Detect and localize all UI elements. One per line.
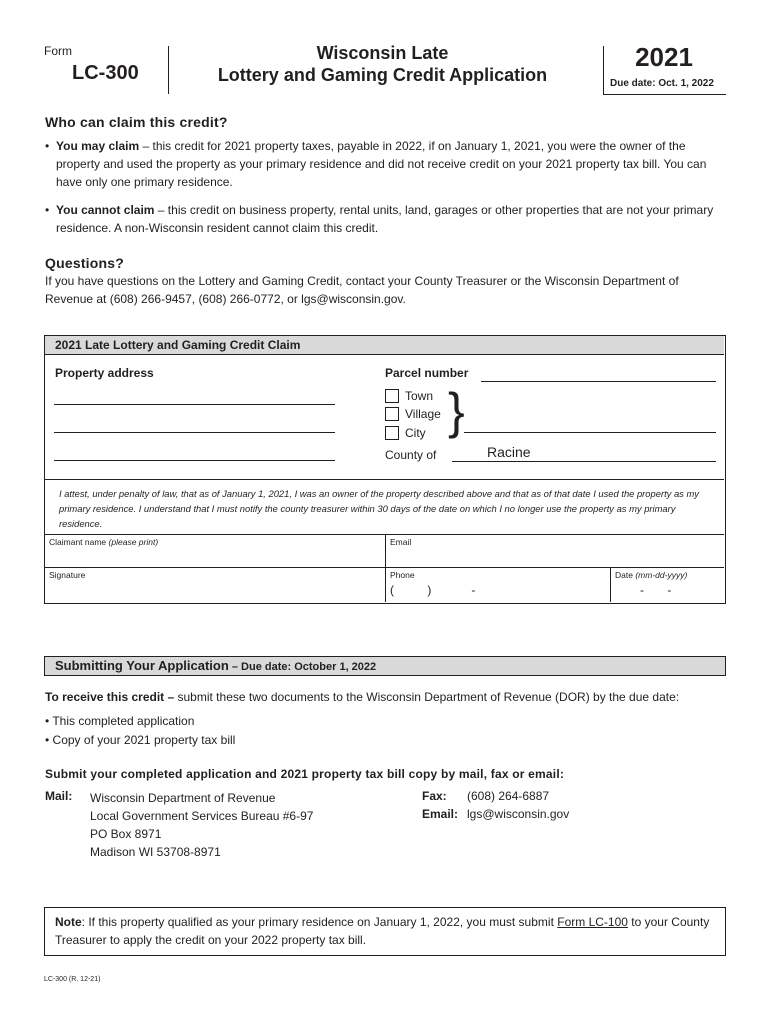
date-label	[615, 570, 687, 580]
village-checkbox[interactable]	[385, 407, 399, 421]
receive-bold: To receive this credit –	[45, 690, 175, 704]
mail-label: Mail:	[45, 789, 73, 803]
city-label: City	[405, 426, 426, 440]
county-field	[452, 461, 716, 462]
attestation-text: I attest, under penalty of law, that as of January 1, 2021, I was an owner of the property described above and that as of that date I used the property as my primary residence. I understand that I must notify the county treasurer within 30 days of the date on which I no longer use the property as my primary residence.	[59, 488, 699, 529]
parcel-number-field[interactable]	[481, 381, 716, 382]
page-title	[180, 42, 585, 86]
may-claim-bullet	[45, 137, 729, 191]
questions-text: If you have questions on the Lottery and Gaming Credit, contact your County Treasurer or the Wisconsin Department of Revenue at (608) 266-9457, (608) 266-0772, or lgs@wisconsin.gov.	[45, 274, 679, 306]
email-input[interactable]	[388, 548, 722, 566]
fax-label: Fax:	[422, 789, 447, 803]
phone-input[interactable]: ( ) -	[390, 583, 476, 597]
signature-label: Signature	[49, 570, 86, 580]
list-item: • Copy of your 2021 property tax bill	[45, 733, 236, 747]
property-address-label: Property address	[55, 366, 154, 380]
title-line-2: Lottery and Gaming Credit Application	[217, 65, 548, 85]
mail-line: Madison WI 53708-8971	[90, 845, 221, 859]
mail-line: Wisconsin Department of Revenue	[90, 791, 276, 805]
header-divider	[168, 46, 169, 94]
form-revision: LC-300 (R. 12-21)	[44, 976, 101, 983]
note-text-after: to your County Treasurer to apply the credit on your 2022 property tax bill.	[55, 915, 710, 947]
form-label: Form	[44, 44, 72, 58]
form-number: LC-300	[72, 62, 139, 84]
receive-instructions	[45, 690, 679, 704]
claimant-name-input[interactable]	[45, 548, 384, 566]
note-bold: Note	[55, 915, 82, 929]
claimant-name-label-text: Claimant name	[49, 537, 107, 547]
bullet-dot: •	[45, 139, 50, 153]
signature-input[interactable]	[45, 580, 384, 600]
county-value[interactable]: Racine	[487, 444, 531, 460]
claimant-name-hint: (please print)	[108, 537, 159, 547]
phone-label: Phone	[390, 570, 415, 580]
cannot-claim-bold: You cannot claim	[56, 203, 155, 217]
date-hint: (mm-dd-yyyy)	[635, 570, 688, 580]
tax-year: 2021	[635, 42, 693, 72]
list-item-text: Copy of your 2021 property tax bill	[52, 733, 236, 747]
receive-text: submit these two documents to the Wisconsin Department of Revenue (DOR) by the due date:	[174, 690, 680, 704]
column-divider	[385, 534, 386, 602]
property-address-line-1[interactable]	[54, 404, 335, 405]
submitting-due: – Due date: October 1, 2022	[228, 661, 377, 673]
email-label: Email	[390, 537, 412, 547]
mail-line: Local Government Services Bureau #6-97	[90, 809, 314, 823]
submit-heading: Submit your completed application and 2021 property tax bill copy by mail, fax or email:	[45, 767, 565, 781]
property-address-line-3[interactable]	[54, 460, 335, 461]
town-checkbox[interactable]	[385, 389, 399, 403]
signature-row-divider	[44, 567, 724, 568]
city-checkbox[interactable]	[385, 426, 399, 440]
title-line-1: Wisconsin Late	[316, 43, 449, 63]
submitting-heading-bar	[44, 656, 726, 676]
claim-heading: 2021 Late Lottery and Gaming Credit Claim	[55, 338, 301, 352]
county-label: County of	[385, 448, 437, 462]
claim-heading-bar	[45, 336, 724, 355]
date-label-text: Date	[615, 570, 633, 580]
fax-value: (608) 264-6887	[467, 789, 550, 803]
list-item: • This completed application	[45, 714, 195, 728]
submit-email-value[interactable]: lgs@wisconsin.gov	[467, 807, 570, 821]
brace-icon: }	[448, 383, 465, 439]
cannot-claim-bullet	[45, 201, 729, 237]
bullet-dot: •	[45, 203, 50, 217]
date-column-divider	[610, 567, 611, 602]
name-row-divider	[44, 534, 724, 535]
questions-heading: Questions?	[45, 255, 125, 271]
claimant-name-label	[49, 537, 158, 547]
date-input[interactable]: - -	[640, 583, 672, 597]
may-claim-text: – this credit for 2021 property taxes, payable in 2022, if on January 1, 2021, you were the owner of the property and used the property as your primary residence and did not receive credit on your 2021 property tax bill. You can have only one primary residence.	[56, 139, 707, 189]
property-address-line-2[interactable]	[54, 432, 335, 433]
mail-line: PO Box 8971	[90, 827, 162, 841]
note-text	[55, 913, 720, 949]
town-label: Town	[405, 389, 434, 403]
who-heading: Who can claim this credit?	[45, 114, 228, 130]
form-lc-100-link[interactable]: Form LC-100	[557, 915, 628, 929]
submit-email-label: Email:	[422, 807, 459, 821]
due-date: Due date: Oct. 1, 2022	[610, 78, 714, 89]
attest-divider	[44, 479, 724, 480]
note-text-before: : If this property qualified as your primary residence on January 1, 2022, you must submit	[81, 915, 558, 929]
mail-address	[90, 789, 313, 861]
list-item-text: This completed application	[52, 714, 195, 728]
submitting-heading: Submitting Your Application	[55, 658, 229, 673]
parcel-number-label: Parcel number	[385, 366, 469, 380]
may-claim-bold: You may claim	[56, 139, 140, 153]
cannot-claim-text: – this credit on business property, rental units, land, garages or other properties that are not your primary residence. A non-Wisconsin resident cannot claim this credit.	[56, 203, 714, 235]
municipality-name-field[interactable]	[464, 432, 716, 433]
village-label: Village	[405, 407, 441, 421]
